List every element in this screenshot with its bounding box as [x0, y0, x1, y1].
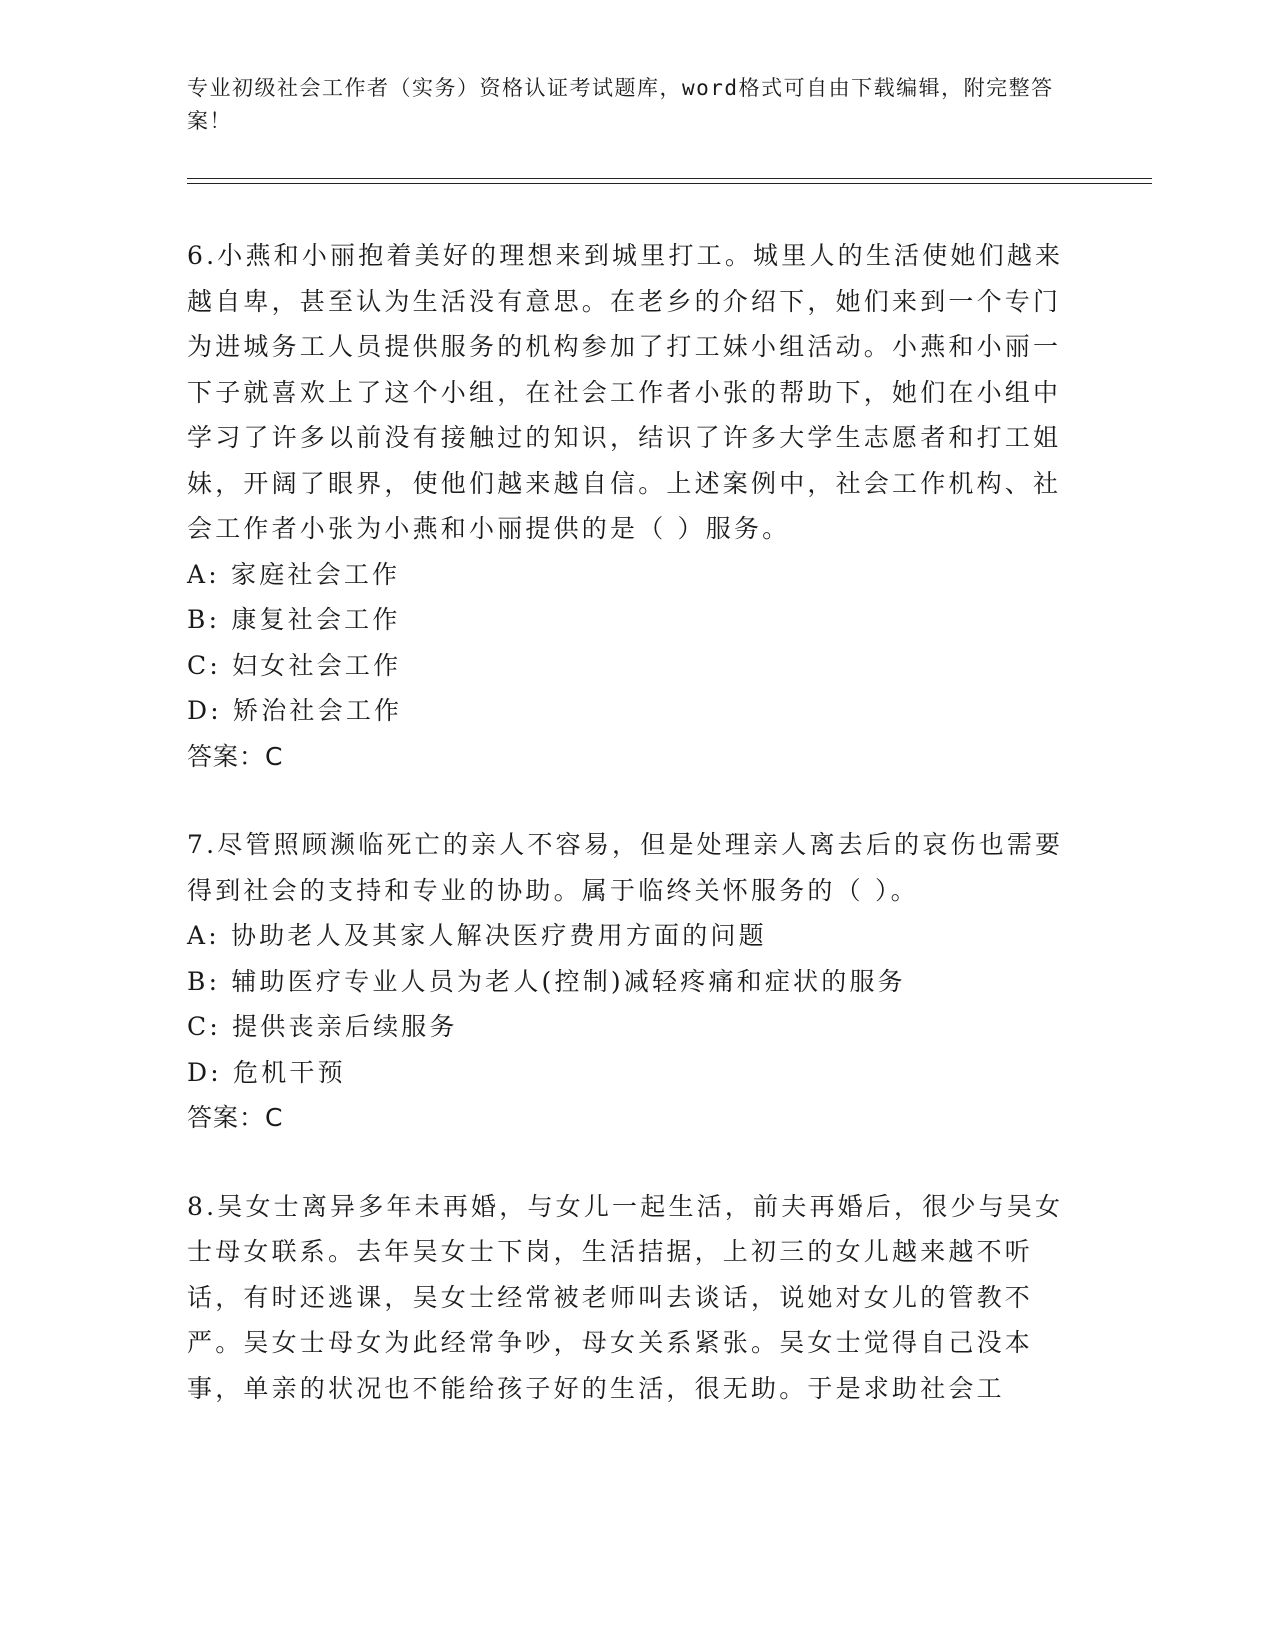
question-6 [187, 233, 1067, 779]
question-stem: 8.吴女士离异多年未再婚，与女儿一起生活，前夫再婚后，很少与吴女士母女联系。去年吴女士下岗，生活拮据，上初三的女儿越来越不听话，有时还逃课，吴女士经常被老师叫去谈话，说她对女儿的管教不严。吴女士母女为此经常争吵，母女关系紧张。吴女士觉得自己没本事，单亲的状况也不能给孩子好的生活，很无助。于是求助社会工 [187, 1191, 1064, 1403]
answer-label: 答案：C [187, 1103, 284, 1132]
question-7 [187, 822, 1067, 1141]
option-b: B: 康复社会工作 [187, 605, 401, 634]
question-8 [187, 1184, 1067, 1412]
option-a: A: 家庭社会工作 [187, 559, 401, 589]
question-list [187, 233, 1067, 1454]
question-stem: 7.尽管照顾濒临死亡的亲人不容易，但是处理亲人离去后的哀伤也需要得到社会的支持和专业的协助。属于临终关怀服务的（ ）。 [187, 830, 1064, 905]
option-d: D: 危机干预 [187, 1057, 346, 1087]
option-c: C: 妇女社会工作 [187, 650, 402, 680]
header-divider-bottom [187, 183, 1152, 184]
option-a: A: 协助老人及其家人解决医疗费用方面的问题 [187, 921, 767, 950]
option-d: D: 矫治社会工作 [187, 696, 403, 725]
option-c: C: 提供丧亲后续服务 [187, 1012, 458, 1041]
header-divider-top [187, 178, 1152, 179]
question-stem: 6.小燕和小丽抱着美好的理想来到城里打工。城里人的生活使她们越来越自卑，甚至认为生活没有意思。在老乡的介绍下，她们来到一个专门为进城务工人员提供服务的机构参加了打工妹小组活动。小燕和小丽一下子就喜欢上了这个小组，在社会工作者小张的帮助下，她们在小组中学习了许多以前没有接触过的知识，结识了许多大学生志愿者和打工姐妹，开阔了眼界，使他们越来越自信。上述案例中，社会工作机构、社会工作者小张为小燕和小丽提供的是（ ）服务。 [187, 241, 1064, 543]
option-b: B: 辅助医疗专业人员为老人(控制)减轻疼痛和症状的服务 [187, 966, 906, 996]
header-title: 专业初级社会工作者（实务）资格认证考试题库，word格式可自由下载编辑，附完整答案！ [187, 76, 1054, 133]
document-header [187, 72, 1067, 138]
answer-label: 答案：C [187, 741, 284, 771]
